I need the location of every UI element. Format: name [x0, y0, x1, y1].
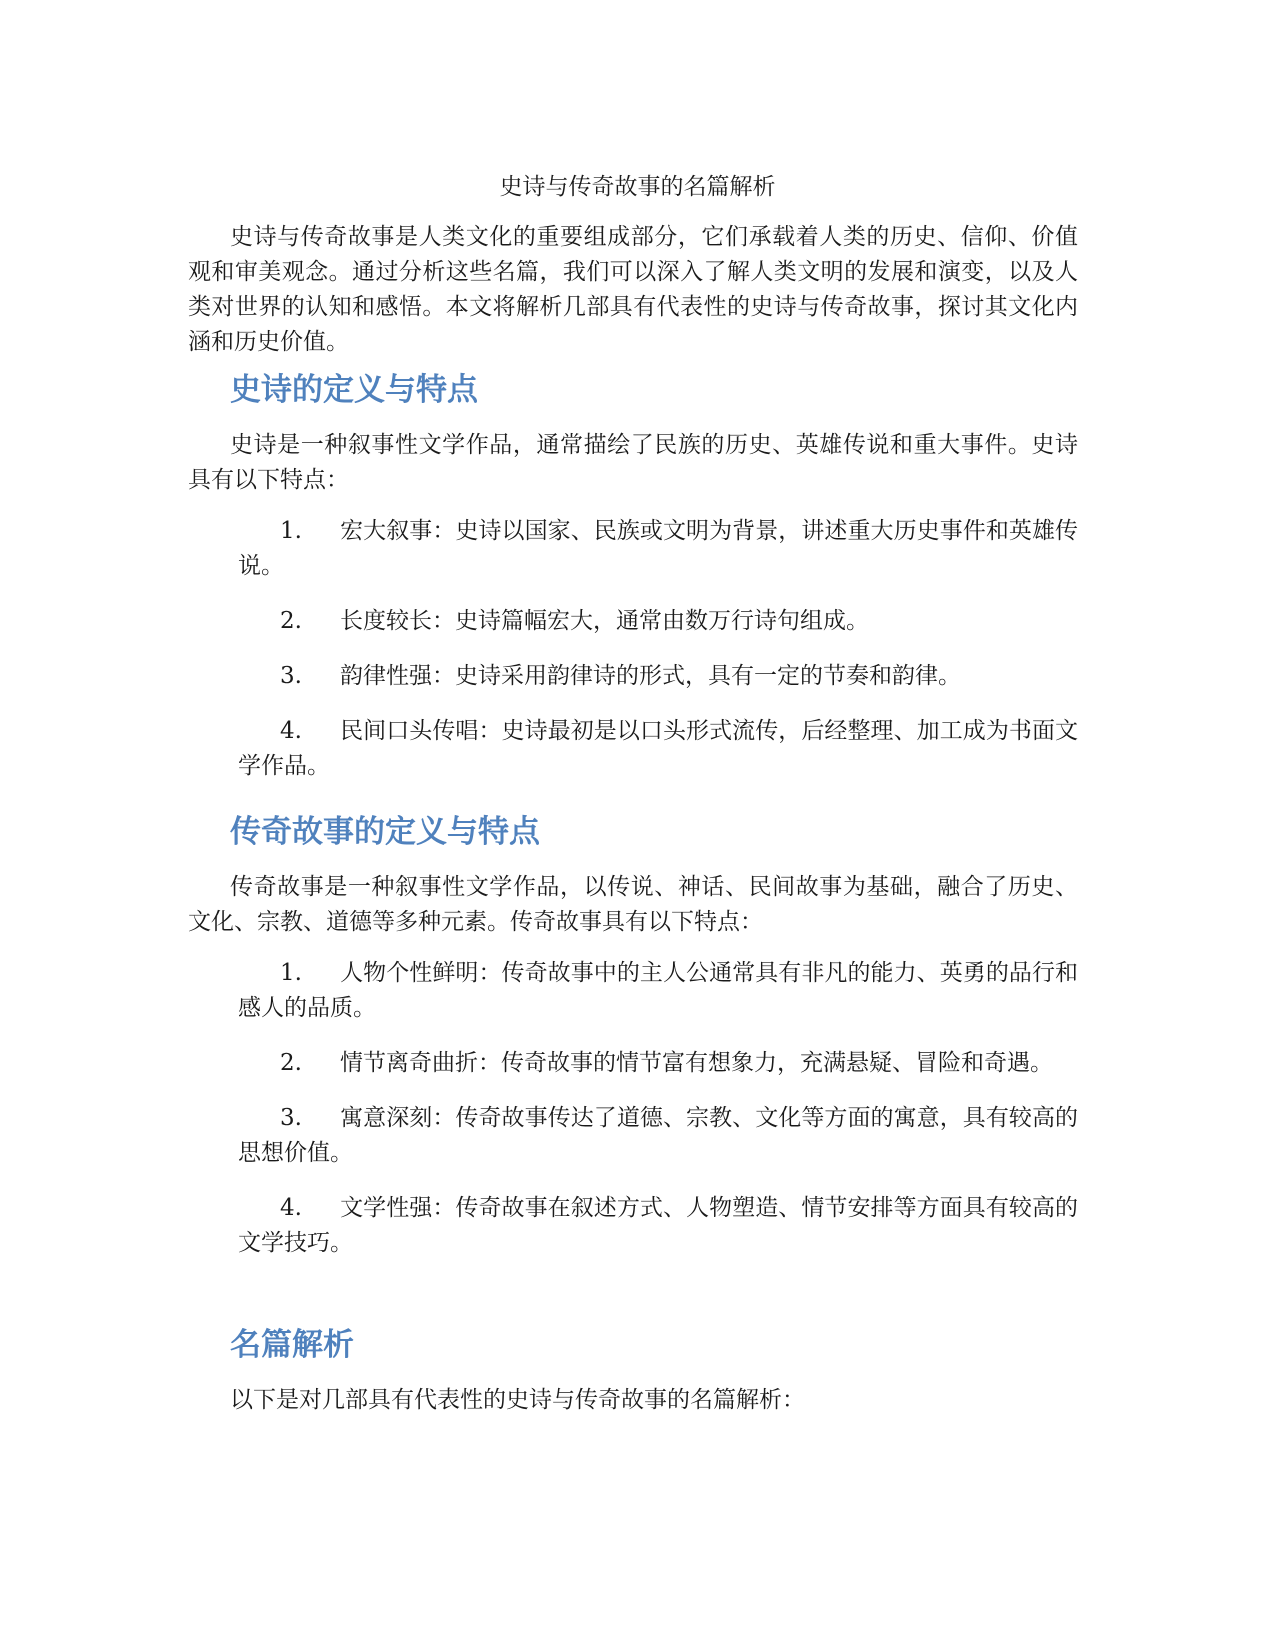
list-item-text: 寓意深刻：传奇故事传达了道德、宗教、文化等方面的寓意，具有较高的思想价值。 — [238, 1105, 1078, 1166]
list-item-text: 人物个性鲜明：传奇故事中的主人公通常具有非凡的能力、英勇的品行和感人的品质。 — [238, 960, 1078, 1021]
list-item-text: 情节离奇曲折：传奇故事的情节富有想象力，充满悬疑、冒险和奇遇。 — [340, 1050, 1053, 1076]
intro-paragraph: 史诗与传奇故事是人类文化的重要组成部分，它们承载着人类的历史、信仰、价值观和审美观念。通过分析这些名篇，我们可以深入了解人类文明的发展和演变，以及人类对世界的认知和感悟。本文将解析几部具有代表性的史诗与传奇故事，探讨其文化内涵和历史价值。 — [188, 224, 1078, 355]
section-paragraph-legend: 传奇故事是一种叙事性文学作品，以传说、神话、民间故事为基础，融合了历史、文化、宗教、道德等多种元素。传奇故事具有以下特点： — [188, 874, 1078, 935]
section-heading-analysis: 名篇解析 — [230, 1327, 354, 1363]
document-title: 史诗与传奇故事的名篇解析 — [499, 174, 776, 200]
legend-features-list — [238, 956, 1078, 1281]
list-item — [238, 1191, 1078, 1261]
section-heading-epic: 史诗的定义与特点 — [230, 372, 478, 408]
list-item — [238, 714, 1078, 784]
list-item-number: 3. — [280, 663, 302, 689]
list-item — [238, 659, 1078, 694]
list-item-text: 文学性强：传奇故事在叙述方式、人物塑造、情节安排等方面具有较高的文学技巧。 — [238, 1195, 1078, 1256]
list-item — [238, 604, 1078, 639]
list-item-text: 民间口头传唱：史诗最初是以口头形式流传，后经整理、加工成为书面文学作品。 — [238, 718, 1078, 779]
section-paragraph-analysis: 以下是对几部具有代表性的史诗与传奇故事的名篇解析： — [230, 1387, 805, 1413]
list-item — [238, 514, 1078, 584]
list-item-number: 3. — [280, 1105, 302, 1131]
list-item-number: 2. — [280, 608, 302, 634]
list-item-number: 4. — [280, 718, 302, 744]
list-item-number: 1. — [280, 518, 302, 544]
list-item — [238, 1046, 1078, 1081]
list-item-text: 韵律性强：史诗采用韵律诗的形式，具有一定的节奏和韵律。 — [340, 663, 961, 689]
list-item — [238, 1101, 1078, 1171]
list-item-number: 4. — [280, 1195, 302, 1221]
section-paragraph-epic: 史诗是一种叙事性文学作品，通常描绘了民族的历史、英雄传说和重大事件。史诗具有以下特点： — [188, 432, 1078, 493]
section-heading-legend: 传奇故事的定义与特点 — [230, 814, 540, 850]
list-item — [238, 956, 1078, 1026]
list-item-number: 1. — [280, 960, 302, 986]
list-item-number: 2. — [280, 1050, 302, 1076]
list-item-text: 宏大叙事：史诗以国家、民族或文明为背景，讲述重大历史事件和英雄传说。 — [238, 518, 1078, 579]
list-item-text: 长度较长：史诗篇幅宏大，通常由数万行诗句组成。 — [340, 608, 869, 634]
epic-features-list — [238, 514, 1078, 804]
